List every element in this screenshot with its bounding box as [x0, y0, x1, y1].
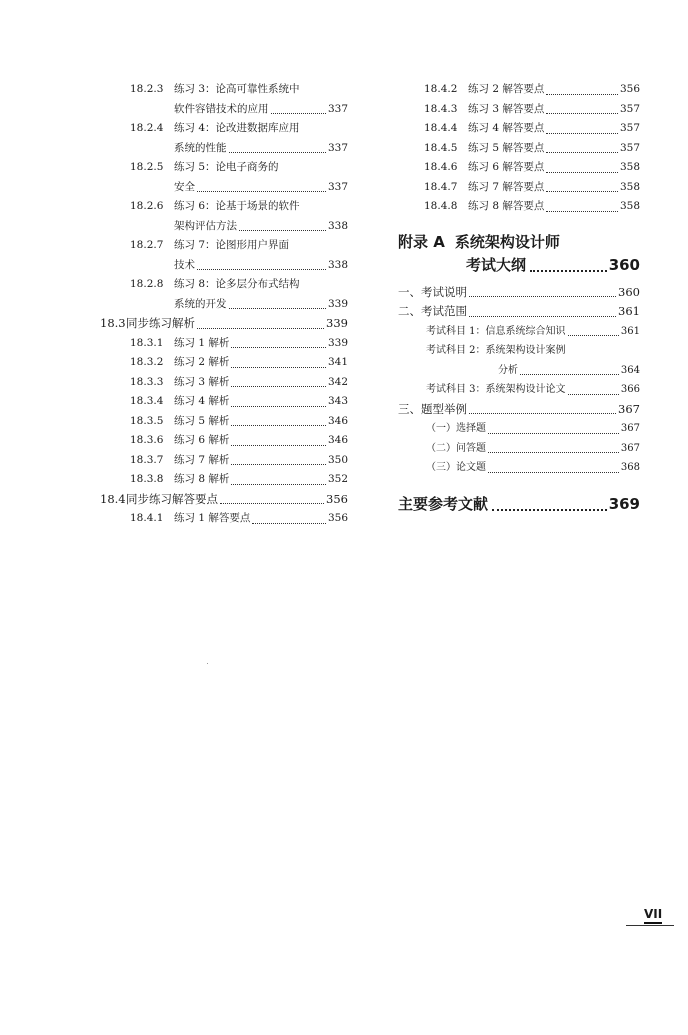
- toc-entry[interactable]: [100, 392, 348, 412]
- entry-number: 18.4: [100, 491, 126, 506]
- leader-dots: [231, 445, 326, 446]
- leader-dots: [197, 269, 326, 270]
- entry-page: 339: [326, 316, 348, 330]
- appendix-tag: 附录 A: [398, 232, 445, 251]
- leader-dots: [252, 523, 326, 524]
- toc-entry[interactable]: [100, 197, 348, 217]
- entry-number: 18.4.5: [424, 141, 458, 154]
- entry-page: 357: [619, 122, 640, 134]
- entry-title: 练习 6 解析: [174, 434, 230, 446]
- entry-page: 356: [327, 512, 348, 524]
- entry-title: 练习 4 解析: [174, 395, 230, 407]
- leader-dots: [231, 347, 326, 348]
- toc-subentry[interactable]: [398, 458, 640, 478]
- section-title: 三、题型举例: [398, 401, 467, 416]
- leader-dots: [229, 152, 326, 153]
- page-folio: VII: [644, 907, 662, 924]
- toc-subentry[interactable]: [398, 322, 640, 342]
- entry-number: 18.4.2: [424, 83, 458, 95]
- leader-dots: [568, 335, 619, 336]
- entry-page: 341: [327, 356, 348, 368]
- toc-subentry[interactable]: [398, 439, 640, 459]
- leader-dots: [546, 113, 618, 114]
- entry-page: 343: [327, 395, 348, 407]
- entry-number: 18.2.7: [130, 239, 164, 251]
- leader-dots: [546, 211, 618, 212]
- entry-number: 18.3.3: [130, 375, 164, 388]
- leader-dots: [231, 367, 326, 368]
- entry-title: 练习 3：论高可靠性系统中: [174, 83, 300, 95]
- toc-entry-continuation[interactable]: [100, 256, 348, 276]
- section-page: 367: [618, 401, 640, 416]
- toc-section-entry[interactable]: [398, 302, 640, 322]
- entry-number: 18.3.4: [130, 395, 164, 407]
- toc-entry-continuation[interactable]: [100, 100, 348, 120]
- leader-dots: [469, 296, 616, 297]
- entry-page: 352: [327, 473, 348, 485]
- leader-dots: [546, 152, 618, 153]
- entry-number: 18.3.5: [130, 414, 164, 427]
- entry-title: 练习 7 解答要点: [468, 180, 545, 193]
- entry-number: 18.2.6: [130, 200, 164, 212]
- entry-page: 339: [327, 336, 348, 349]
- leader-dots: [546, 191, 618, 192]
- toc-entry[interactable]: [100, 119, 348, 139]
- entry-title: 练习 7：论图形用户界面: [174, 239, 290, 251]
- entry-page: 357: [619, 102, 640, 115]
- toc-entry[interactable]: [398, 100, 640, 120]
- toc-entry[interactable]: [100, 431, 348, 451]
- leader-dots: [520, 374, 619, 375]
- entry-page: 337: [327, 141, 348, 154]
- entry-page: 358: [619, 200, 640, 212]
- subentry-title: 考试科目 2：系统架构设计案例: [426, 345, 566, 356]
- entry-number: 18.4.7: [424, 180, 458, 193]
- entry-title: 练习 1 解析: [174, 336, 230, 349]
- leader-dots: [546, 94, 618, 95]
- entry-page: 338: [327, 258, 348, 271]
- entry-title: 练习 1 解答要点: [174, 512, 251, 524]
- leader-dots: [231, 406, 326, 407]
- entry-title: 同步练习解答要点: [126, 491, 218, 506]
- leader-dots: [231, 425, 326, 426]
- entry-page: 346: [327, 434, 348, 446]
- entry-number: 18.4.4: [424, 122, 458, 134]
- toc-subentry[interactable]: [398, 380, 640, 400]
- entry-title-cont: 技术: [174, 258, 195, 271]
- entry-number: 18.2.5: [130, 161, 164, 173]
- toc-left-column: [100, 80, 348, 529]
- toc-entry[interactable]: [100, 80, 348, 100]
- entry-number: 18.3.1: [130, 336, 164, 349]
- subentry-page: 368: [620, 462, 640, 473]
- appendix-heading[interactable]: [398, 231, 640, 277]
- appendix-title-cont: 考试大纲: [466, 255, 527, 274]
- subentry-page: 366: [620, 384, 640, 395]
- toc-entry[interactable]: [100, 470, 348, 490]
- section-page: 361: [618, 304, 640, 318]
- entry-title-cont: 软件容错技术的应用: [174, 102, 269, 115]
- leader-dots: [231, 484, 326, 485]
- toc-section-entry[interactable]: [398, 283, 640, 303]
- entry-title: 练习 8：论多层分布式结构: [174, 278, 300, 290]
- subentry-title-cont: 分析: [498, 364, 518, 376]
- entry-title-cont: 架构评估方法: [174, 219, 237, 232]
- leader-dots: [492, 509, 607, 511]
- entry-title: 练习 6：论基于场景的软件: [174, 200, 300, 212]
- entry-title-cont: 系统的开发: [174, 297, 227, 310]
- entry-number: 18.4.8: [424, 200, 458, 212]
- leader-dots: [546, 172, 618, 173]
- toc-entry[interactable]: [100, 412, 348, 432]
- entry-number: 18.3.2: [130, 356, 164, 368]
- entry-number: 18.2.3: [130, 83, 164, 95]
- references-title: 主要参考文献: [398, 494, 489, 513]
- leader-dots: [488, 433, 619, 434]
- appendix-title: 系统架构设计师: [454, 232, 560, 251]
- toc-entry-continuation[interactable]: [100, 139, 348, 159]
- section-page: 360: [618, 284, 640, 299]
- leader-dots: [568, 394, 619, 395]
- entry-title: 练习 6 解答要点: [468, 161, 545, 173]
- references-entry[interactable]: [398, 492, 640, 516]
- entry-number: 18.4.3: [424, 102, 458, 115]
- folio-rule: [626, 925, 674, 926]
- entry-page: 337: [327, 180, 348, 193]
- entry-page: 356: [326, 491, 348, 506]
- toc-entry[interactable]: [398, 119, 640, 139]
- leader-dots: [231, 386, 326, 387]
- entry-page: 339: [327, 297, 348, 310]
- toc-section-entry[interactable]: [398, 400, 640, 420]
- toc-entry[interactable]: [398, 158, 640, 178]
- toc-section-entry[interactable]: [100, 314, 348, 334]
- toc-subentry[interactable]: [398, 419, 640, 439]
- entry-title: 练习 4 解答要点: [468, 122, 545, 134]
- subentry-title: （二）问答题: [426, 442, 486, 454]
- leader-dots: [239, 230, 326, 231]
- entry-page: 342: [327, 375, 348, 388]
- leader-dots: [197, 328, 324, 329]
- entry-title: 同步练习解析: [126, 316, 195, 330]
- entry-number: 18.4.6: [424, 161, 458, 173]
- entry-title-cont: 安全: [174, 180, 195, 193]
- entry-title: 练习 5 解答要点: [468, 141, 545, 154]
- toc-entry[interactable]: [100, 373, 348, 393]
- leader-dots: [546, 133, 618, 134]
- toc-entry[interactable]: [100, 236, 348, 256]
- subentry-title: 考试科目 1：信息系统综合知识: [426, 325, 566, 337]
- subentry-title: （三）论文题: [426, 462, 486, 473]
- entry-number: 18.2.4: [130, 122, 164, 134]
- entry-title: 练习 8 解析: [174, 473, 230, 485]
- toc-entry[interactable]: [100, 275, 348, 295]
- toc-section-entry[interactable]: [100, 490, 348, 510]
- leader-dots: [271, 113, 326, 114]
- entry-title: 练习 3 解答要点: [468, 102, 545, 115]
- leader-dots: [220, 503, 324, 504]
- leader-dots: [530, 270, 607, 272]
- section-title: 二、考试范围: [398, 304, 467, 318]
- entry-page: 337: [327, 102, 348, 115]
- entry-number: 18.3.6: [130, 434, 164, 446]
- subentry-page: 367: [620, 442, 640, 454]
- scan-speck: [207, 663, 208, 664]
- entry-title: 练习 2 解答要点: [468, 83, 545, 95]
- leader-dots: [197, 191, 326, 192]
- entry-page: 346: [327, 414, 348, 427]
- leader-dots: [469, 413, 616, 414]
- entry-page: 358: [619, 161, 640, 173]
- references-page: 369: [608, 494, 640, 513]
- appendix-page: 360: [608, 255, 640, 274]
- entry-number: 18.3: [100, 316, 126, 330]
- leader-dots: [488, 472, 619, 473]
- toc-entry[interactable]: [100, 509, 348, 529]
- toc-entry[interactable]: [398, 139, 640, 159]
- entry-number: 18.4.1: [130, 512, 164, 524]
- toc-subentry-continuation[interactable]: [398, 361, 640, 381]
- subentry-title: （一）选择题: [426, 423, 486, 434]
- entry-page: 356: [619, 83, 640, 95]
- entry-number: 18.2.8: [130, 278, 164, 290]
- entry-title-cont: 系统的性能: [174, 141, 227, 154]
- entry-title: 练习 5 解析: [174, 414, 230, 427]
- entry-title: 练习 3 解析: [174, 375, 230, 388]
- toc-subentry[interactable]: [398, 341, 640, 361]
- entry-page: 358: [619, 180, 640, 193]
- toc-entry[interactable]: [100, 334, 348, 354]
- entry-title: 练习 2 解析: [174, 356, 230, 368]
- section-title: 一、考试说明: [398, 284, 467, 299]
- leader-dots: [488, 452, 619, 453]
- toc-entry-continuation[interactable]: [100, 217, 348, 237]
- entry-page: 357: [619, 141, 640, 154]
- toc-entry[interactable]: [398, 178, 640, 198]
- toc-entry[interactable]: [100, 158, 348, 178]
- leader-dots: [469, 316, 616, 317]
- entry-number: 18.3.8: [130, 473, 164, 485]
- subentry-title: 考试科目 3：系统架构设计论文: [426, 384, 566, 395]
- entry-title: 练习 4：论改进数据库应用: [174, 122, 300, 134]
- subentry-page: 364: [620, 364, 640, 376]
- subentry-page: 367: [620, 423, 640, 434]
- entry-page: 338: [327, 219, 348, 232]
- toc-entry-continuation[interactable]: [100, 295, 348, 315]
- entry-title: 练习 8 解答要点: [468, 200, 545, 212]
- leader-dots: [231, 464, 326, 465]
- entry-number: 18.3.7: [130, 453, 164, 466]
- toc-right-column: [398, 80, 640, 516]
- toc-entry[interactable]: [398, 197, 640, 217]
- toc-entry[interactable]: [100, 451, 348, 471]
- entry-title: 练习 7 解析: [174, 453, 230, 466]
- leader-dots: [229, 308, 326, 309]
- toc-entry[interactable]: [100, 353, 348, 373]
- toc-entry-continuation[interactable]: [100, 178, 348, 198]
- entry-page: 350: [327, 453, 348, 466]
- entry-title: 练习 5：论电子商务的: [174, 161, 279, 173]
- subentry-page: 361: [620, 325, 640, 337]
- toc-entry[interactable]: [398, 80, 640, 100]
